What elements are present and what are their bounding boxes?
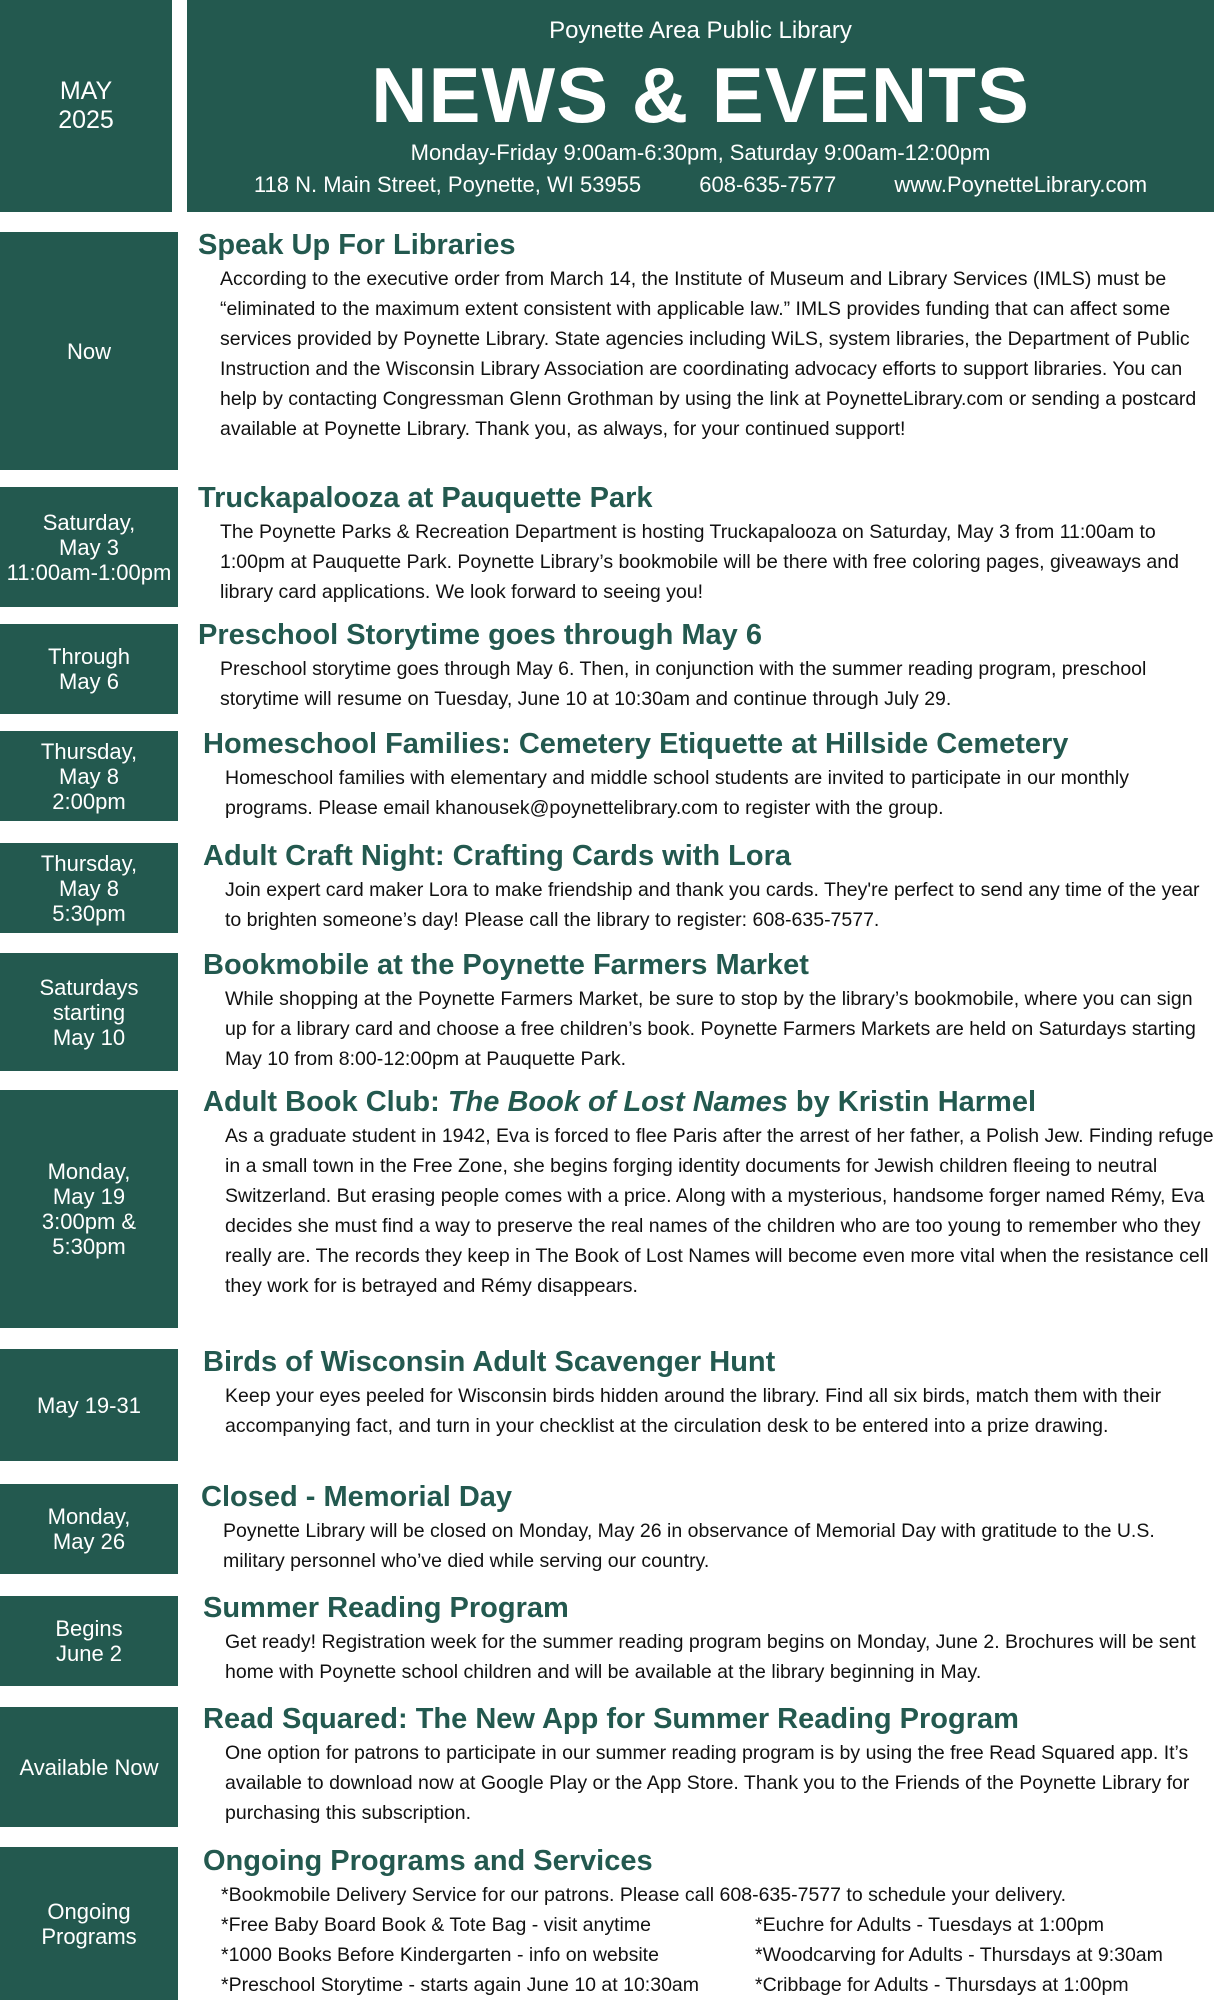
event-title: Birds of Wisconsin Adult Scavenger Hunt bbox=[203, 1346, 776, 1378]
event-title: Adult Craft Night: Crafting Cards with Lora bbox=[203, 840, 792, 872]
event-content bbox=[198, 228, 1214, 444]
ongoing-item: *Woodcarving for Adults - Thursdays at 9:30am bbox=[755, 1944, 1163, 1966]
event-content bbox=[203, 1085, 1214, 1301]
event-date-line: Thursday, bbox=[40, 738, 138, 764]
event-title: Bookmobile at the Poynette Farmers Market bbox=[203, 949, 809, 981]
event-content bbox=[203, 839, 1214, 935]
newsletter-header bbox=[187, 0, 1214, 212]
ongoing-item: *Cribbage for Adults - Thursdays at 1:00pm bbox=[755, 1974, 1129, 1996]
event-date-line: Programs bbox=[41, 1923, 137, 1949]
event-title: Truckapalooza at Pauquette Park bbox=[198, 482, 653, 514]
event-date bbox=[0, 1847, 178, 2000]
event-date bbox=[0, 232, 178, 470]
event-title-suffix: by Kristin Harmel bbox=[787, 1086, 1037, 1118]
contact-line bbox=[187, 172, 1214, 198]
event-content bbox=[203, 1702, 1214, 1828]
event-content bbox=[203, 948, 1214, 1074]
event-date-line: Thursday, bbox=[40, 850, 138, 876]
event-description: Homeschool families with elementary and middle school students are invited to participate in our monthly programs. Please email khanousek@poynettelibrary.com to register with the group. bbox=[225, 767, 1129, 819]
event-date bbox=[0, 731, 178, 821]
event-title: Summer Reading Program bbox=[203, 1592, 569, 1624]
issue-month: MAY bbox=[59, 77, 113, 105]
ongoing-row bbox=[221, 1970, 1214, 2000]
event-date-line: May 26 bbox=[52, 1529, 126, 1554]
event-date-line: 5:30pm bbox=[52, 900, 126, 926]
event-description: Keep your eyes peeled for Wisconsin birds hidden around the library. Find all six birds, match them with their accompanying fact, and turn in your checklist at the circulation desk to be entered into a prize drawing. bbox=[225, 1385, 1162, 1437]
event-date-line: Monday, bbox=[47, 1159, 131, 1184]
event-date-line: 5:30pm bbox=[52, 1234, 126, 1259]
event-description: Poynette Library will be closed on Monday, May 26 in observance of Memorial Day with gratitude to the U.S. military personnel who’ve died while serving our country. bbox=[223, 1520, 1155, 1572]
event-date-line: May 19 bbox=[52, 1184, 126, 1209]
event-date-line: June 2 bbox=[55, 1641, 123, 1666]
event-description: One option for patrons to participate in our summer reading program is by using the free Read Squared app. It’s available to download now at Google Play or the App Store. Thank you to the Friends of the Poynette Library for purchasing this subscription. bbox=[225, 1742, 1190, 1824]
event-description: As a graduate student in 1942, Eva is forced to flee Paris after the arrest of her father, a Polish Jew. Finding refuge in a small town in the Free Zone, she begins forging identity documents for Jewish children fleeing to neutral Switzerland. But erasing people comes with a price. Along with a mysterious, handsome forger named Rémy, Eva decides she must find a way to preserve the real names of the children who are too young to remember who they really are. The records they keep in The Book of Lost Names will become even more vital when the resistance cell they work for is betrayed and Rémy disappears. bbox=[225, 1125, 1214, 1297]
event-title: Closed - Memorial Day bbox=[201, 1481, 513, 1513]
ongoing-content bbox=[203, 1844, 1214, 2000]
event-date-line: May 8 bbox=[59, 875, 119, 901]
event-content bbox=[203, 1591, 1214, 1687]
ongoing-row bbox=[221, 1910, 1214, 1940]
event-title bbox=[203, 1085, 1214, 1119]
ongoing-item: *Free Baby Board Book & Tote Bag - visit anytime bbox=[221, 1914, 651, 1936]
event-title: Speak Up For Libraries bbox=[198, 229, 516, 261]
event-date-line: Monday, bbox=[47, 1504, 131, 1529]
event-title: Preschool Storytime goes through May 6 bbox=[198, 619, 762, 651]
event-date-line: Begins bbox=[55, 1616, 123, 1641]
event-date-line: Through bbox=[48, 644, 130, 669]
event-title: Homeschool Families: Cemetery Etiquette at Hillside Cemetery bbox=[203, 728, 1069, 760]
ongoing-title: Ongoing Programs and Services bbox=[203, 1845, 653, 1877]
book-title: The Book of Lost Names bbox=[447, 1086, 788, 1118]
ongoing-row bbox=[221, 1940, 1214, 1970]
event-content bbox=[198, 618, 1214, 714]
event-date bbox=[0, 1484, 178, 1574]
event-date bbox=[0, 487, 178, 607]
ongoing-item: *1000 Books Before Kindergarten - info on website bbox=[221, 1944, 659, 1966]
event-date bbox=[0, 1707, 178, 1827]
ongoing-list bbox=[221, 1880, 1214, 2000]
event-date bbox=[0, 843, 178, 933]
event-date-line: 2:00pm bbox=[52, 788, 126, 814]
event-date-line: 11:00am-1:00pm bbox=[6, 559, 172, 585]
event-date-line: May 19-31 bbox=[37, 1392, 141, 1418]
library-website[interactable]: www.PoynetteLibrary.com bbox=[894, 172, 1148, 197]
event-description: Get ready! Registration week for the summer reading program begins on Monday, June 2. Brochures will be sent home with Poynette school children and will be available at the library beginning in May. bbox=[225, 1631, 1196, 1683]
event-content bbox=[203, 1345, 1214, 1441]
event-date-line: May 3 bbox=[59, 534, 119, 560]
event-date-line: May 10 bbox=[52, 1024, 126, 1050]
event-date bbox=[0, 624, 178, 714]
event-date-line: May 8 bbox=[59, 763, 119, 789]
library-hours: Monday-Friday 9:00am-6:30pm, Saturday 9:00am-12:00pm bbox=[410, 140, 991, 165]
event-description: Join expert card maker Lora to make friendship and thank you cards. They're perfect to send any time of the year to brighten someone’s day! Please call the library to register: 608-635-7577. bbox=[225, 879, 1200, 931]
event-date-line: Saturdays bbox=[39, 974, 139, 1000]
event-content bbox=[198, 481, 1214, 607]
event-date-line: Now bbox=[66, 338, 111, 364]
event-date bbox=[0, 1596, 178, 1686]
event-date bbox=[0, 1090, 178, 1328]
event-title-prefix: Adult Book Club: bbox=[203, 1086, 448, 1118]
ongoing-item: *Euchre for Adults - Tuesdays at 1:00pm bbox=[755, 1914, 1105, 1936]
library-name: Poynette Area Public Library bbox=[549, 17, 852, 44]
event-date-line: May 6 bbox=[59, 669, 119, 694]
event-date-line: Ongoing bbox=[47, 1898, 131, 1924]
event-title: Read Squared: The New App for Summer Reading Program bbox=[203, 1703, 1019, 1735]
event-date bbox=[0, 1349, 178, 1461]
event-date-line: Available Now bbox=[19, 1754, 159, 1780]
event-date-line: 3:00pm & bbox=[41, 1209, 137, 1234]
event-description: The Poynette Parks & Recreation Department is hosting Truckapalooza on Saturday, May 3 from 11:00am to 1:00pm at Pauquette Park. Poynette Library’s bookmobile will be there with free coloring pages, giveaways and library card applications. We look forward to seeing you! bbox=[220, 521, 1179, 603]
event-description: While shopping at the Poynette Farmers Market, be sure to stop by the library’s bookmobile, where you can sign up for a library card and choose a free children’s book. Poynette Farmers Markets are held on Saturdays starting May 10 from 8:00-12:00pm at Pauquette Park. bbox=[225, 988, 1196, 1070]
event-date bbox=[0, 953, 178, 1071]
event-content bbox=[201, 1480, 1214, 1576]
event-date-line: Saturday, bbox=[42, 509, 136, 535]
issue-year: 2025 bbox=[58, 106, 114, 134]
issue-date-box bbox=[0, 0, 172, 212]
event-date-line: starting bbox=[52, 999, 126, 1025]
event-content bbox=[203, 727, 1214, 823]
ongoing-item: *Bookmobile Delivery Service for our patrons. Please call 608-635-7577 to schedule your delivery. bbox=[221, 1884, 1067, 1906]
library-address: 118 N. Main Street, Poynette, WI 53955 bbox=[253, 172, 642, 197]
event-description: According to the executive order from March 14, the Institute of Museum and Library Services (IMLS) must be “eliminated to the maximum extent consistent with applicable law.” IMLS provides funding that can affect some services provided by Poynette Library. State agencies including WiLS, system libraries, the Department of Public Instruction and the Wisconsin Library Association are coordinating advocacy efforts to support libraries. You can help by contacting Congressman Glenn Grothman by using the link at PoynetteLibrary.com or sending a postcard available at Poynette Library. Thank you, as always, for your continued support! bbox=[220, 268, 1197, 440]
page-title: NEWS & EVENTS bbox=[371, 51, 1030, 139]
ongoing-item: *Preschool Storytime - starts again June 10 at 10:30am bbox=[221, 1974, 699, 1996]
event-description: Preschool storytime goes through May 6. Then, in conjunction with the summer reading program, preschool storytime will resume on Tuesday, June 10 at 10:30am and continue through July 29. bbox=[220, 658, 1147, 710]
library-phone: 608-635-7577 bbox=[699, 172, 837, 197]
